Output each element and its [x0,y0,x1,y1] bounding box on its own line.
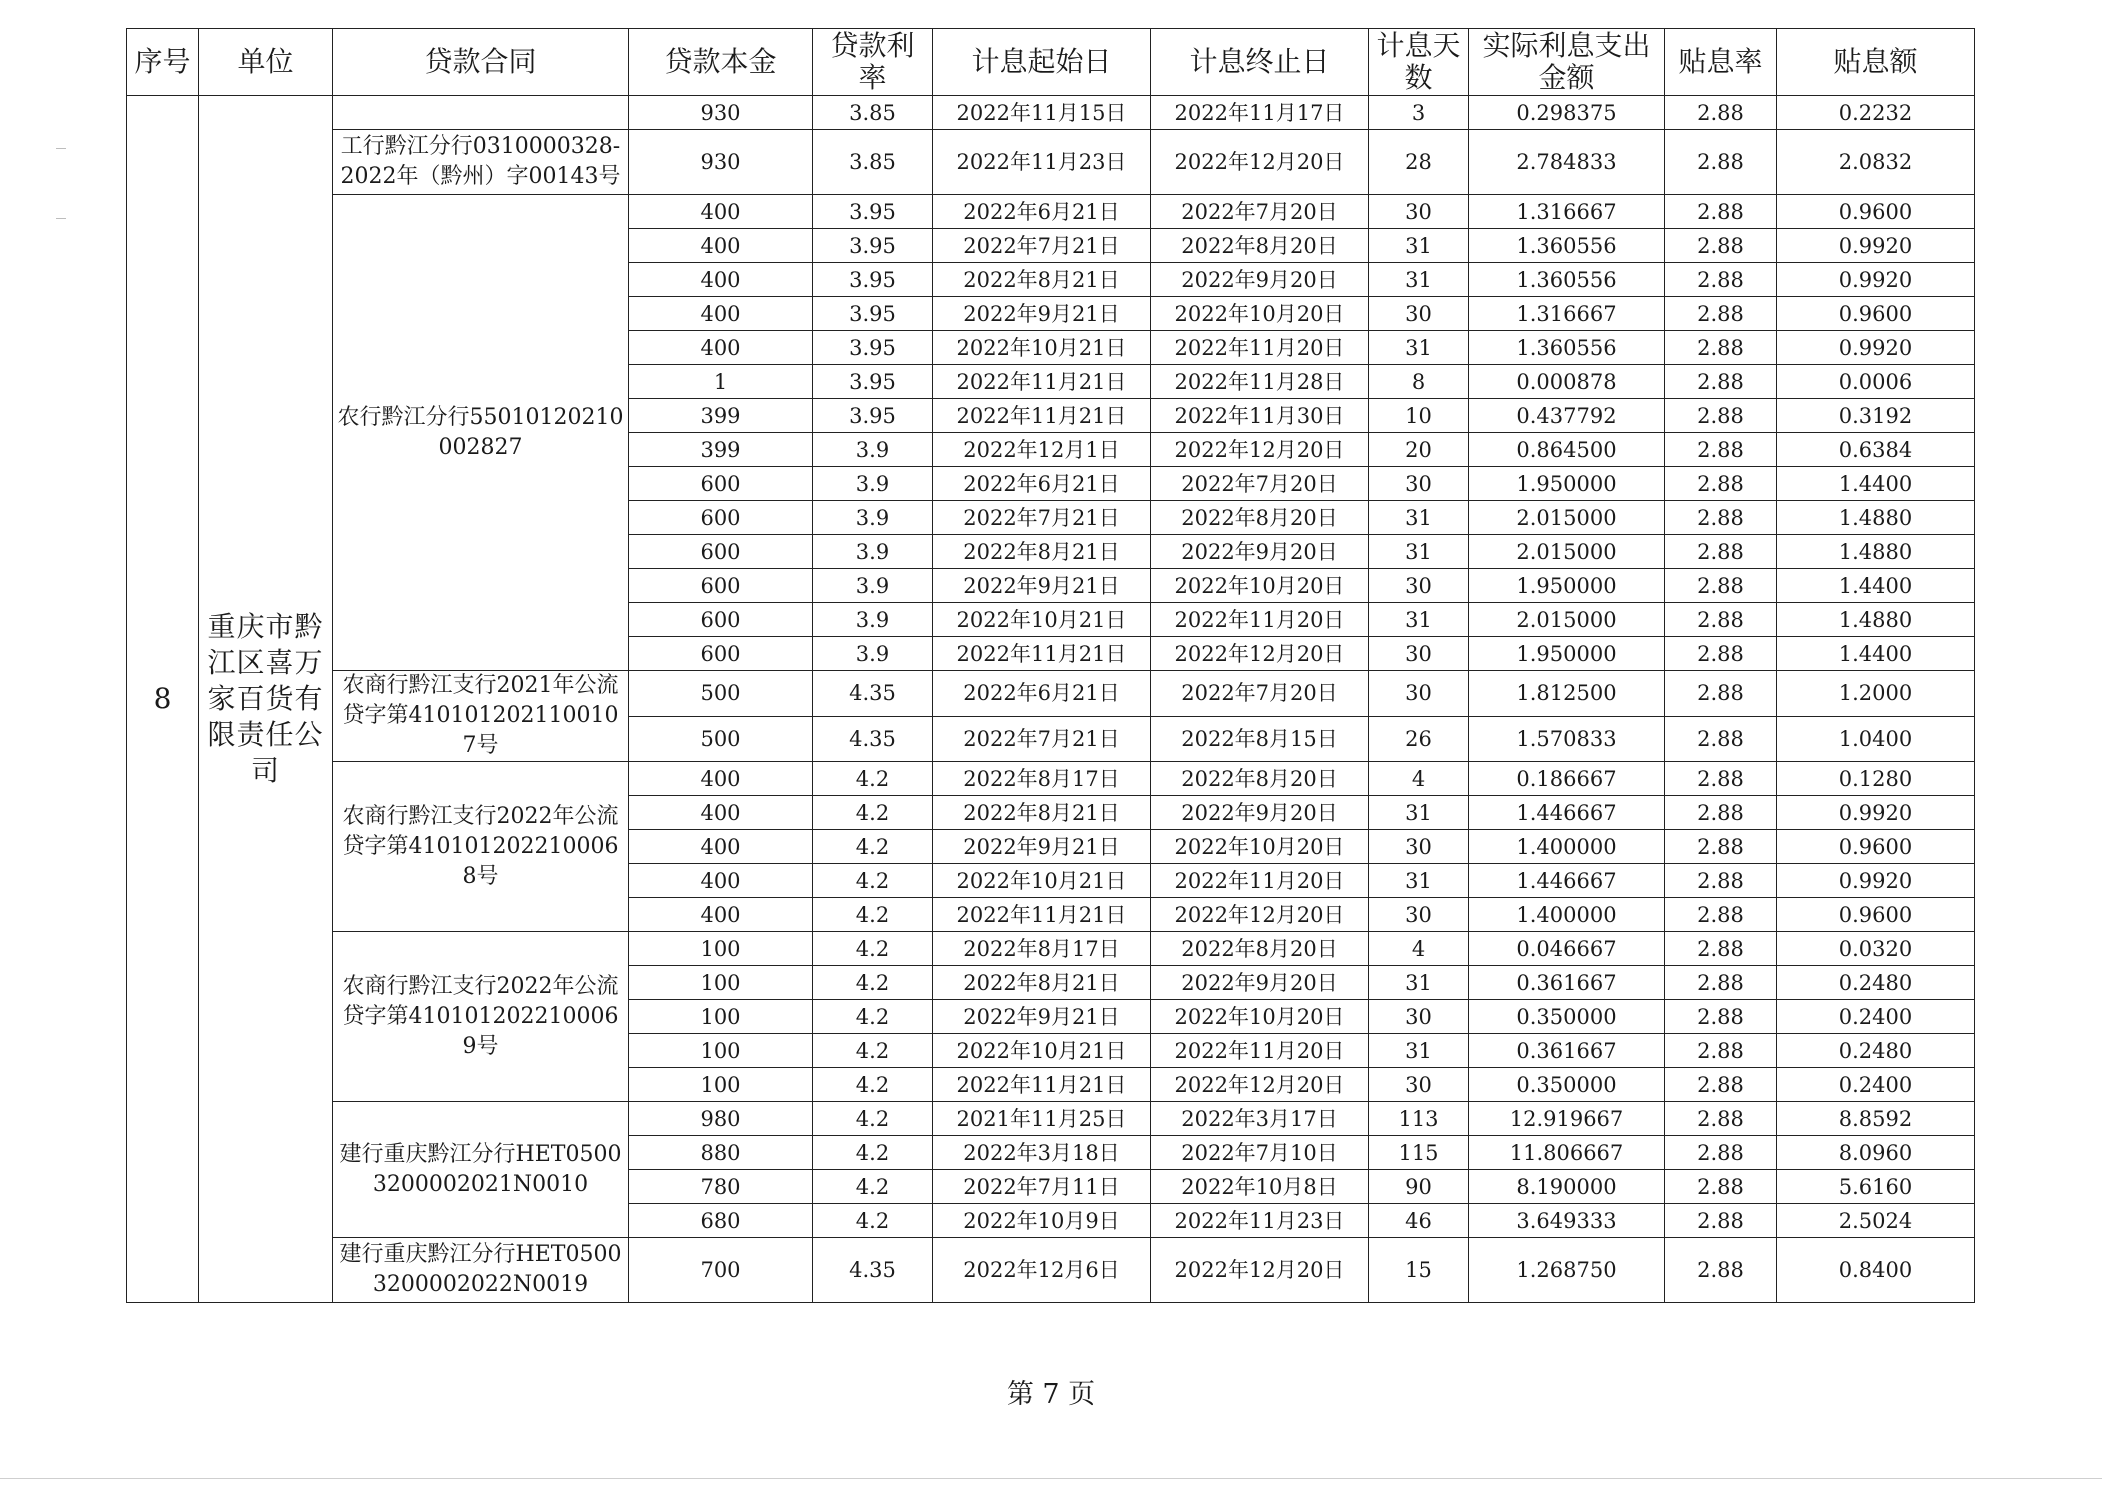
subsidy-cell: 0.2400 [1777,1068,1975,1102]
subsidy-rate-cell: 2.88 [1665,716,1777,762]
subsidy-rate-cell: 2.88 [1665,467,1777,501]
start-date-cell: 2021年11月25日 [933,1102,1151,1136]
principal-cell: 400 [629,195,813,229]
days-cell: 30 [1369,1000,1469,1034]
days-cell: 30 [1369,297,1469,331]
start-date-cell: 2022年9月21日 [933,830,1151,864]
subsidy-rate-cell: 2.88 [1665,637,1777,671]
end-date-cell: 2022年8月20日 [1151,501,1369,535]
days-cell: 4 [1369,762,1469,796]
rate-cell: 4.35 [813,671,933,717]
principal-cell: 400 [629,762,813,796]
end-date-cell: 2022年11月28日 [1151,365,1369,399]
subsidy-cell: 1.4880 [1777,501,1975,535]
subsidy-cell: 0.2232 [1777,96,1975,130]
end-date-cell: 2022年11月17日 [1151,96,1369,130]
subsidy-rate-cell: 2.88 [1665,331,1777,365]
subsidy-cell: 0.9600 [1777,195,1975,229]
start-date-cell: 2022年8月17日 [933,932,1151,966]
subsidy-cell: 1.4400 [1777,569,1975,603]
start-date-cell: 2022年10月21日 [933,864,1151,898]
end-date-cell: 2022年10月20日 [1151,297,1369,331]
days-cell: 8 [1369,365,1469,399]
rate-cell: 3.85 [813,96,933,130]
sequence-number: 8 [127,96,199,1303]
rate-cell: 4.2 [813,830,933,864]
interest-cell: 0.437792 [1469,399,1665,433]
header-start-date: 计息起始日 [933,29,1151,96]
end-date-cell: 2022年12月20日 [1151,1068,1369,1102]
interest-cell: 0.350000 [1469,1068,1665,1102]
start-date-cell: 2022年11月21日 [933,365,1151,399]
subsidy-rate-cell: 2.88 [1665,96,1777,130]
contract-cell: 建行重庆黔江分行HET05003200002022N0019 [333,1238,629,1303]
end-date-cell: 2022年10月20日 [1151,569,1369,603]
days-cell: 31 [1369,263,1469,297]
rate-cell: 4.2 [813,1136,933,1170]
days-cell: 20 [1369,433,1469,467]
table-row [127,130,1975,195]
subsidy-cell: 5.6160 [1777,1170,1975,1204]
start-date-cell: 2022年6月21日 [933,467,1151,501]
start-date-cell: 2022年8月21日 [933,263,1151,297]
interest-cell: 0.186667 [1469,762,1665,796]
start-date-cell: 2022年6月21日 [933,671,1151,717]
interest-cell: 2.015000 [1469,535,1665,569]
subsidy-cell: 0.3192 [1777,399,1975,433]
principal-cell: 400 [629,229,813,263]
table-row [127,762,1975,796]
rate-cell: 4.2 [813,1170,933,1204]
rate-cell: 4.2 [813,762,933,796]
subsidy-cell: 0.6384 [1777,433,1975,467]
subsidy-rate-cell: 2.88 [1665,365,1777,399]
start-date-cell: 2022年8月21日 [933,535,1151,569]
subsidy-cell: 0.8400 [1777,1238,1975,1303]
principal-cell: 100 [629,932,813,966]
unit-name: 重庆市黔江区喜万家百货有限责任公司 [199,96,333,1303]
end-date-cell: 2022年7月20日 [1151,195,1369,229]
subsidy-rate-cell: 2.88 [1665,898,1777,932]
header-subsidy-rate: 贴息率 [1665,29,1777,96]
subsidy-rate-cell: 2.88 [1665,501,1777,535]
interest-cell: 0.361667 [1469,966,1665,1000]
end-date-cell: 2022年7月20日 [1151,671,1369,717]
interest-cell: 0.361667 [1469,1034,1665,1068]
subsidy-rate-cell: 2.88 [1665,1136,1777,1170]
end-date-cell: 2022年12月20日 [1151,637,1369,671]
contract-cell: 农商行黔江支行2022年公流贷字第4101012022100068号 [333,762,629,932]
rate-cell: 3.95 [813,297,933,331]
end-date-cell: 2022年11月20日 [1151,603,1369,637]
end-date-cell: 2022年3月17日 [1151,1102,1369,1136]
end-date-cell: 2022年12月20日 [1151,898,1369,932]
days-cell: 30 [1369,1068,1469,1102]
end-date-cell: 2022年10月20日 [1151,830,1369,864]
interest-cell: 0.864500 [1469,433,1665,467]
subsidy-cell: 2.0832 [1777,130,1975,195]
subsidy-rate-cell: 2.88 [1665,195,1777,229]
interest-cell: 0.000878 [1469,365,1665,399]
interest-cell: 12.919667 [1469,1102,1665,1136]
subsidy-cell: 0.9920 [1777,331,1975,365]
start-date-cell: 2022年11月21日 [933,1068,1151,1102]
principal-cell: 1 [629,365,813,399]
days-cell: 26 [1369,716,1469,762]
subsidy-cell: 2.5024 [1777,1204,1975,1238]
subsidy-cell: 0.9920 [1777,864,1975,898]
header-seq: 序号 [127,29,199,96]
principal-cell: 600 [629,501,813,535]
principal-cell: 400 [629,864,813,898]
subsidy-rate-cell: 2.88 [1665,966,1777,1000]
interest-cell: 3.649333 [1469,1204,1665,1238]
interest-cell: 1.316667 [1469,195,1665,229]
principal-cell: 780 [629,1170,813,1204]
contract-cell: 农行黔江分行55010120210002827 [333,195,629,671]
rate-cell: 3.9 [813,501,933,535]
rate-cell: 4.2 [813,796,933,830]
table-row [127,671,1975,717]
subsidy-cell: 0.2480 [1777,1034,1975,1068]
start-date-cell: 2022年12月6日 [933,1238,1151,1303]
interest-cell: 1.446667 [1469,796,1665,830]
rate-cell: 3.9 [813,637,933,671]
days-cell: 115 [1369,1136,1469,1170]
header-end-date: 计息终止日 [1151,29,1369,96]
principal-cell: 880 [629,1136,813,1170]
interest-cell: 2.015000 [1469,501,1665,535]
end-date-cell: 2022年9月20日 [1151,263,1369,297]
end-date-cell: 2022年10月8日 [1151,1170,1369,1204]
days-cell: 46 [1369,1204,1469,1238]
subsidy-table [126,28,1975,1303]
rate-cell: 3.95 [813,331,933,365]
start-date-cell: 2022年11月21日 [933,399,1151,433]
subsidy-cell: 1.0400 [1777,716,1975,762]
days-cell: 31 [1369,864,1469,898]
days-cell: 3 [1369,96,1469,130]
start-date-cell: 2022年8月21日 [933,966,1151,1000]
subsidy-rate-cell: 2.88 [1665,130,1777,195]
end-date-cell: 2022年9月20日 [1151,796,1369,830]
days-cell: 30 [1369,467,1469,501]
subsidy-cell: 0.9920 [1777,263,1975,297]
rate-cell: 4.2 [813,1204,933,1238]
table-row [127,932,1975,966]
start-date-cell: 2022年8月17日 [933,762,1151,796]
header-principal: 贷款本金 [629,29,813,96]
start-date-cell: 2022年10月21日 [933,331,1151,365]
start-date-cell: 2022年12月1日 [933,433,1151,467]
rate-cell: 4.35 [813,1238,933,1303]
subsidy-cell: 1.4400 [1777,467,1975,501]
header-interest: 实际利息支出金额 [1469,29,1665,96]
days-cell: 31 [1369,603,1469,637]
rate-cell: 3.95 [813,263,933,297]
subsidy-cell: 0.9920 [1777,229,1975,263]
subsidy-cell: 0.0006 [1777,365,1975,399]
end-date-cell: 2022年11月30日 [1151,399,1369,433]
subsidy-cell: 1.2000 [1777,671,1975,717]
subsidy-rate-cell: 2.88 [1665,1102,1777,1136]
subsidy-rate-cell: 2.88 [1665,603,1777,637]
rate-cell: 3.85 [813,130,933,195]
header-subsidy: 贴息额 [1777,29,1975,96]
subsidy-rate-cell: 2.88 [1665,569,1777,603]
interest-cell: 1.570833 [1469,716,1665,762]
interest-cell: 1.316667 [1469,297,1665,331]
contract-cell: 农商行黔江支行2022年公流贷字第4101012022100069号 [333,932,629,1102]
principal-cell: 400 [629,297,813,331]
days-cell: 30 [1369,569,1469,603]
principal-cell: 600 [629,569,813,603]
principal-cell: 600 [629,637,813,671]
start-date-cell: 2022年3月18日 [933,1136,1151,1170]
subsidy-cell: 0.1280 [1777,762,1975,796]
table-row [127,1102,1975,1136]
days-cell: 31 [1369,966,1469,1000]
rate-cell: 4.2 [813,1102,933,1136]
rate-cell: 4.2 [813,1068,933,1102]
rate-cell: 4.2 [813,1000,933,1034]
interest-cell: 1.360556 [1469,229,1665,263]
subsidy-rate-cell: 2.88 [1665,263,1777,297]
subsidy-rate-cell: 2.88 [1665,433,1777,467]
interest-cell: 1.360556 [1469,263,1665,297]
interest-cell: 1.812500 [1469,671,1665,717]
interest-cell: 8.190000 [1469,1170,1665,1204]
start-date-cell: 2022年9月21日 [933,1000,1151,1034]
header-row [127,29,1975,96]
rate-cell: 3.9 [813,569,933,603]
rate-cell: 3.9 [813,535,933,569]
contract-cell [333,96,629,130]
principal-cell: 680 [629,1204,813,1238]
subsidy-cell: 1.4400 [1777,637,1975,671]
subsidy-rate-cell: 2.88 [1665,1000,1777,1034]
subsidy-cell: 0.0320 [1777,932,1975,966]
start-date-cell: 2022年10月21日 [933,1034,1151,1068]
rate-cell: 4.35 [813,716,933,762]
rate-cell: 3.9 [813,603,933,637]
principal-cell: 400 [629,796,813,830]
subsidy-rate-cell: 2.88 [1665,796,1777,830]
start-date-cell: 2022年6月21日 [933,195,1151,229]
rate-cell: 3.95 [813,195,933,229]
subsidy-rate-cell: 2.88 [1665,671,1777,717]
days-cell: 10 [1369,399,1469,433]
end-date-cell: 2022年11月20日 [1151,331,1369,365]
subsidy-cell: 1.4880 [1777,535,1975,569]
page-number: 第 7 页 [1006,1379,1096,1410]
end-date-cell: 2022年8月20日 [1151,762,1369,796]
end-date-cell: 2022年8月15日 [1151,716,1369,762]
principal-cell: 400 [629,331,813,365]
days-cell: 31 [1369,501,1469,535]
interest-cell: 11.806667 [1469,1136,1665,1170]
table-row [127,1238,1975,1303]
rate-cell: 4.2 [813,966,933,1000]
principal-cell: 399 [629,433,813,467]
subsidy-cell: 0.9920 [1777,796,1975,830]
rate-cell: 3.95 [813,399,933,433]
rate-cell: 4.2 [813,864,933,898]
end-date-cell: 2022年11月23日 [1151,1204,1369,1238]
start-date-cell: 2022年10月21日 [933,603,1151,637]
start-date-cell: 2022年8月21日 [933,796,1151,830]
days-cell: 31 [1369,229,1469,263]
start-date-cell: 2022年9月21日 [933,297,1151,331]
interest-cell: 1.950000 [1469,569,1665,603]
end-date-cell: 2022年9月20日 [1151,535,1369,569]
rate-cell: 4.2 [813,1034,933,1068]
header-days: 计息天数 [1369,29,1469,96]
header-unit: 单位 [199,29,333,96]
interest-cell: 1.400000 [1469,830,1665,864]
subsidy-rate-cell: 2.88 [1665,932,1777,966]
subsidy-rate-cell: 2.88 [1665,1204,1777,1238]
subsidy-rate-cell: 2.88 [1665,535,1777,569]
end-date-cell: 2022年12月20日 [1151,130,1369,195]
subsidy-rate-cell: 2.88 [1665,762,1777,796]
end-date-cell: 2022年11月20日 [1151,864,1369,898]
subsidy-rate-cell: 2.88 [1665,1238,1777,1303]
principal-cell: 399 [629,399,813,433]
end-date-cell: 2022年12月20日 [1151,1238,1369,1303]
end-date-cell: 2022年10月20日 [1151,1000,1369,1034]
interest-cell: 1.360556 [1469,331,1665,365]
rate-cell: 4.2 [813,898,933,932]
principal-cell: 100 [629,1068,813,1102]
end-date-cell: 2022年12月20日 [1151,433,1369,467]
interest-cell: 0.046667 [1469,932,1665,966]
interest-cell: 1.950000 [1469,637,1665,671]
days-cell: 15 [1369,1238,1469,1303]
document-sheet [126,28,1974,1303]
table-body [127,96,1975,1303]
interest-cell: 0.298375 [1469,96,1665,130]
rate-cell: 3.9 [813,467,933,501]
end-date-cell: 2022年11月20日 [1151,1034,1369,1068]
interest-cell: 1.446667 [1469,864,1665,898]
subsidy-rate-cell: 2.88 [1665,864,1777,898]
principal-cell: 600 [629,603,813,637]
principal-cell: 500 [629,671,813,717]
principal-cell: 100 [629,1000,813,1034]
subsidy-cell: 1.4880 [1777,603,1975,637]
end-date-cell: 2022年8月20日 [1151,229,1369,263]
days-cell: 31 [1369,535,1469,569]
interest-cell: 2.015000 [1469,603,1665,637]
subsidy-rate-cell: 2.88 [1665,229,1777,263]
interest-cell: 1.950000 [1469,467,1665,501]
subsidy-cell: 0.9600 [1777,830,1975,864]
subsidy-cell: 0.2480 [1777,966,1975,1000]
start-date-cell: 2022年7月21日 [933,501,1151,535]
header-rate: 贷款利率 [813,29,933,96]
principal-cell: 930 [629,130,813,195]
principal-cell: 600 [629,467,813,501]
start-date-cell: 2022年7月11日 [933,1170,1151,1204]
start-date-cell: 2022年10月9日 [933,1204,1151,1238]
end-date-cell: 2022年7月20日 [1151,467,1369,501]
start-date-cell: 2022年7月21日 [933,229,1151,263]
principal-cell: 600 [629,535,813,569]
start-date-cell: 2022年7月21日 [933,716,1151,762]
interest-cell: 0.350000 [1469,1000,1665,1034]
end-date-cell: 2022年9月20日 [1151,966,1369,1000]
principal-cell: 700 [629,1238,813,1303]
days-cell: 31 [1369,1034,1469,1068]
subsidy-rate-cell: 2.88 [1665,830,1777,864]
start-date-cell: 2022年11月21日 [933,637,1151,671]
table-row [127,96,1975,130]
principal-cell: 980 [629,1102,813,1136]
rate-cell: 3.9 [813,433,933,467]
start-date-cell: 2022年11月21日 [933,898,1151,932]
interest-cell: 1.268750 [1469,1238,1665,1303]
end-date-cell: 2022年7月10日 [1151,1136,1369,1170]
end-date-cell: 2022年8月20日 [1151,932,1369,966]
days-cell: 31 [1369,796,1469,830]
subsidy-rate-cell: 2.88 [1665,1068,1777,1102]
days-cell: 28 [1369,130,1469,195]
days-cell: 4 [1369,932,1469,966]
days-cell: 31 [1369,331,1469,365]
subsidy-cell: 8.0960 [1777,1136,1975,1170]
subsidy-rate-cell: 2.88 [1665,1034,1777,1068]
days-cell: 30 [1369,671,1469,717]
principal-cell: 400 [629,898,813,932]
contract-cell: 农商行黔江支行2021年公流贷字第4101012021100107号 [333,671,629,762]
start-date-cell: 2022年11月15日 [933,96,1151,130]
principal-cell: 400 [629,263,813,297]
days-cell: 30 [1369,195,1469,229]
rate-cell: 3.95 [813,229,933,263]
interest-cell: 2.784833 [1469,130,1665,195]
principal-cell: 500 [629,716,813,762]
contract-cell: 建行重庆黔江分行HET05003200002021N0010 [333,1102,629,1238]
days-cell: 90 [1369,1170,1469,1204]
interest-cell: 1.400000 [1469,898,1665,932]
page-edge-rule [0,1478,2102,1479]
subsidy-cell: 8.8592 [1777,1102,1975,1136]
contract-cell: 工行黔江分行0310000328-2022年（黔州）字00143号 [333,130,629,195]
days-cell: 30 [1369,898,1469,932]
days-cell: 30 [1369,830,1469,864]
principal-cell: 930 [629,96,813,130]
days-cell: 30 [1369,637,1469,671]
principal-cell: 100 [629,966,813,1000]
subsidy-rate-cell: 2.88 [1665,399,1777,433]
subsidy-cell: 0.9600 [1777,297,1975,331]
start-date-cell: 2022年11月23日 [933,130,1151,195]
start-date-cell: 2022年9月21日 [933,569,1151,603]
rate-cell: 4.2 [813,932,933,966]
table-row [127,195,1975,229]
header-contract: 贷款合同 [333,29,629,96]
subsidy-cell: 0.9600 [1777,898,1975,932]
subsidy-rate-cell: 2.88 [1665,297,1777,331]
principal-cell: 100 [629,1034,813,1068]
principal-cell: 400 [629,830,813,864]
days-cell: 113 [1369,1102,1469,1136]
subsidy-cell: 0.2400 [1777,1000,1975,1034]
subsidy-rate-cell: 2.88 [1665,1170,1777,1204]
rate-cell: 3.95 [813,365,933,399]
